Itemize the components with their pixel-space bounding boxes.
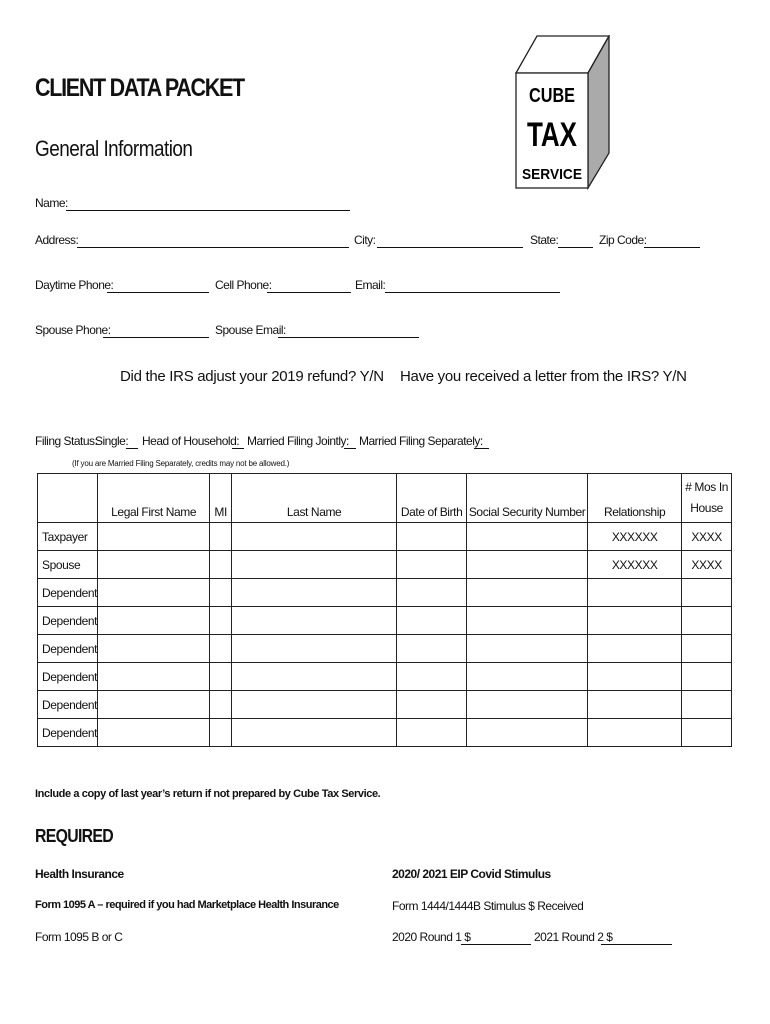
filing-mfj-label: Married Filing Jointly: (247, 434, 349, 448)
row-label: Dependent (38, 607, 98, 635)
address-label: Address: (35, 233, 79, 247)
relationship-cell[interactable] (588, 579, 682, 607)
dob-cell[interactable] (397, 663, 467, 691)
irs-adjust-question: Did the IRS adjust your 2019 refund? Y/N (120, 368, 384, 385)
round2-label: 2021 Round 2 $ (534, 930, 613, 944)
city-field[interactable] (377, 247, 523, 248)
cube-tax-logo (515, 35, 610, 190)
dob-cell[interactable] (397, 523, 467, 551)
cell-phone-label: Cell Phone: (215, 278, 272, 292)
dob-cell[interactable] (397, 691, 467, 719)
first-name-cell[interactable] (98, 551, 210, 579)
filing-single-blank[interactable] (126, 448, 138, 449)
filing-status-label: Filing Status: (35, 434, 98, 448)
page-title: CLIENT DATA PACKET (35, 74, 244, 102)
last-name-cell[interactable] (232, 607, 397, 635)
filing-mfs-label: Married Filing Separately: (359, 434, 483, 448)
ssn-cell[interactable] (467, 719, 588, 747)
relationship-cell[interactable] (588, 663, 682, 691)
dependents-table (37, 473, 732, 747)
mos-cell[interactable] (682, 691, 732, 719)
ssn-cell[interactable] (467, 691, 588, 719)
spouse-phone-field[interactable] (103, 337, 209, 338)
email-label: Email: (355, 278, 386, 292)
last-name-cell[interactable] (232, 523, 397, 551)
mos-cell: XXXX (682, 523, 732, 551)
daytime-phone-field[interactable] (107, 292, 209, 293)
state-label: State: (530, 233, 559, 247)
mi-cell[interactable] (210, 691, 232, 719)
mos-cell[interactable] (682, 579, 732, 607)
table-row (38, 523, 732, 551)
mi-cell[interactable] (210, 635, 232, 663)
zip-field[interactable] (644, 247, 700, 248)
row-label: Taxpayer (38, 523, 98, 551)
mos-cell: XXXX (682, 551, 732, 579)
dob-cell[interactable] (397, 607, 467, 635)
prior-return-notice: Include a copy of last year’s return if not prepared by Cube Tax Service. (35, 788, 381, 800)
row-label: Spouse (38, 551, 98, 579)
table-header: Social Security Number (467, 474, 588, 523)
form-1095a-line: Form 1095 A – required if you had Marketplace Health Insurance (35, 899, 339, 911)
table-row (38, 719, 732, 747)
filing-note: (If you are Married Filing Separately, credits may not be allowed.) (72, 459, 290, 468)
table-header: Legal First Name (98, 474, 210, 523)
ssn-cell[interactable] (467, 635, 588, 663)
row-label: Dependent (38, 663, 98, 691)
spouse-email-field[interactable] (278, 337, 419, 338)
state-field[interactable] (558, 247, 593, 248)
relationship-cell[interactable] (588, 607, 682, 635)
ssn-cell[interactable] (467, 579, 588, 607)
table-header: # Mos In House (682, 474, 732, 523)
first-name-cell[interactable] (98, 523, 210, 551)
mos-cell[interactable] (682, 635, 732, 663)
relationship-cell: XXXXXX (588, 551, 682, 579)
table-row (38, 691, 732, 719)
logo-tax-text: TAX (527, 116, 578, 154)
ssn-cell[interactable] (467, 523, 588, 551)
logo-service-text: SERVICE (522, 166, 582, 183)
city-label: City: (354, 233, 376, 247)
table-row (38, 607, 732, 635)
table-row (38, 663, 732, 691)
mi-cell[interactable] (210, 663, 232, 691)
mi-cell[interactable] (210, 523, 232, 551)
last-name-cell[interactable] (232, 691, 397, 719)
table-row (38, 551, 732, 579)
mos-cell[interactable] (682, 663, 732, 691)
filing-hoh-label: Head of Household: (142, 434, 240, 448)
row-label: Dependent (38, 691, 98, 719)
row-label: Dependent (38, 579, 98, 607)
name-field[interactable] (66, 210, 350, 211)
row-label: Dependent (38, 635, 98, 663)
relationship-cell: XXXXXX (588, 523, 682, 551)
first-name-cell[interactable] (98, 579, 210, 607)
table-row (38, 579, 732, 607)
page-subtitle: General Information (35, 136, 193, 161)
table-header: MI (210, 474, 232, 523)
last-name-cell[interactable] (232, 551, 397, 579)
health-insurance-heading: Health Insurance (35, 867, 124, 881)
ssn-cell[interactable] (467, 551, 588, 579)
relationship-cell[interactable] (588, 691, 682, 719)
table-header: Last Name (232, 474, 397, 523)
spouse-phone-label: Spouse Phone: (35, 323, 111, 337)
mi-cell[interactable] (210, 607, 232, 635)
first-name-cell[interactable] (98, 691, 210, 719)
dob-cell[interactable] (397, 579, 467, 607)
relationship-cell[interactable] (588, 719, 682, 747)
address-field[interactable] (77, 247, 349, 248)
ssn-cell[interactable] (467, 607, 588, 635)
table-header: Relationship (588, 474, 682, 523)
filing-mfs-blank[interactable] (474, 448, 489, 449)
last-name-cell[interactable] (232, 635, 397, 663)
dob-cell[interactable] (397, 635, 467, 663)
relationship-cell[interactable] (588, 635, 682, 663)
required-heading: REQUIRED (35, 826, 113, 846)
mi-cell[interactable] (210, 719, 232, 747)
first-name-cell[interactable] (98, 663, 210, 691)
first-name-cell[interactable] (98, 635, 210, 663)
logo-cube-text: CUBE (529, 85, 575, 107)
last-name-cell[interactable] (232, 663, 397, 691)
table-row (38, 635, 732, 663)
mos-cell[interactable] (682, 719, 732, 747)
cell-phone-field[interactable] (267, 292, 351, 293)
dob-cell[interactable] (397, 719, 467, 747)
ssn-cell[interactable] (467, 663, 588, 691)
first-name-cell[interactable] (98, 719, 210, 747)
name-label: Name: (35, 196, 68, 210)
spouse-email-label: Spouse Email: (215, 323, 286, 337)
form-1444-line: Form 1444/1444B Stimulus $ Received (392, 899, 584, 913)
dob-cell[interactable] (397, 551, 467, 579)
email-field[interactable] (385, 292, 560, 293)
round2-field[interactable] (601, 944, 672, 945)
first-name-cell[interactable] (98, 607, 210, 635)
mi-cell[interactable] (210, 551, 232, 579)
form-1095bc-line: Form 1095 B or C (35, 930, 123, 944)
mi-cell[interactable] (210, 579, 232, 607)
round1-field[interactable] (461, 944, 531, 945)
table-header (38, 474, 98, 523)
daytime-phone-label: Daytime Phone: (35, 278, 114, 292)
eip-stimulus-heading: 2020/ 2021 EIP Covid Stimulus (392, 867, 551, 881)
table-header: Date of Birth (397, 474, 467, 523)
irs-letter-question: Have you received a letter from the IRS? Y/N (400, 368, 687, 385)
filing-hoh-blank[interactable] (232, 448, 244, 449)
mos-cell[interactable] (682, 607, 732, 635)
last-name-cell[interactable] (232, 719, 397, 747)
table-header-row (38, 474, 732, 523)
zip-label: Zip Code: (599, 233, 647, 247)
filing-mfj-blank[interactable] (344, 448, 356, 449)
filing-single-label: Single: (95, 434, 129, 448)
last-name-cell[interactable] (232, 579, 397, 607)
row-label: Dependent (38, 719, 98, 747)
round1-label: 2020 Round 1 $ (392, 930, 471, 944)
